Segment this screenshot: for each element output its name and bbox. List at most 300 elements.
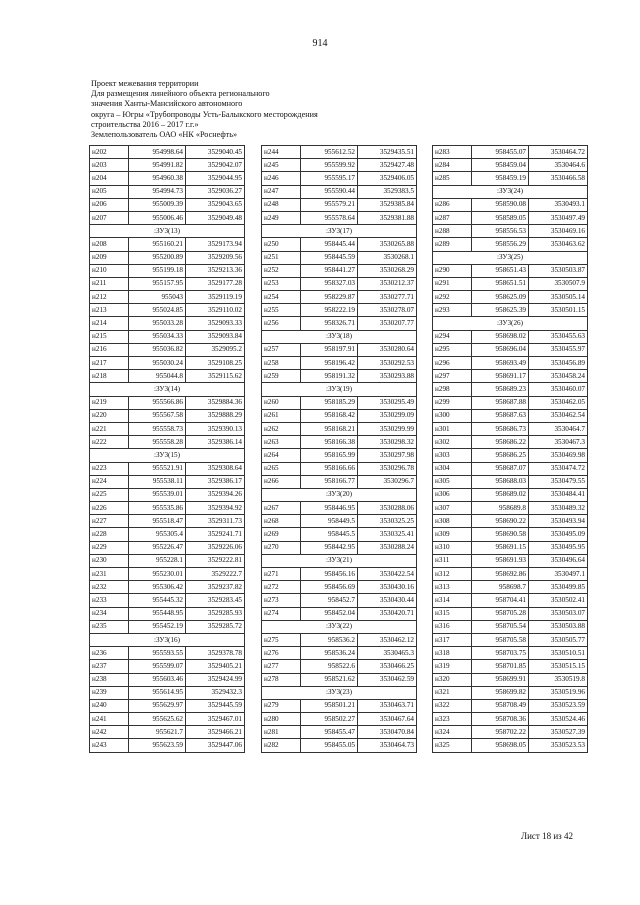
x-coordinate: 955024.85 (129, 304, 186, 317)
x-coordinate: 958701.85 (472, 660, 529, 673)
coordinates-table-2 (261, 145, 417, 753)
x-coordinate: 955044.8 (129, 370, 186, 383)
y-coordinate: 3529119.19 (186, 291, 245, 304)
point-id: н234 (90, 607, 129, 620)
point-id: н299 (433, 396, 472, 409)
y-coordinate: 3529040.45 (186, 146, 245, 159)
x-coordinate: 958691.15 (472, 541, 529, 554)
table-row (262, 713, 417, 726)
y-coordinate: 3530462.59 (358, 673, 417, 686)
x-coordinate: 958625.39 (472, 304, 529, 317)
table-row (262, 462, 417, 475)
y-coordinate: 3530464.72 (529, 146, 588, 159)
y-coordinate: 3530466.25 (358, 660, 417, 673)
point-id: н307 (433, 502, 472, 515)
y-coordinate: 3529383.5 (358, 185, 417, 198)
section-label: :ЗУ3(23) (262, 686, 417, 699)
y-coordinate: 3530296.78 (358, 462, 417, 475)
point-id: н254 (262, 291, 301, 304)
y-coordinate: 3529466.21 (186, 726, 245, 739)
point-id: н293 (433, 304, 472, 317)
y-coordinate: 3530292.53 (358, 357, 417, 370)
point-id: н248 (262, 198, 301, 211)
x-coordinate: 955448.95 (129, 607, 186, 620)
point-id: н319 (433, 660, 472, 673)
point-id: н244 (262, 146, 301, 159)
x-coordinate: 958698.02 (472, 330, 529, 343)
x-coordinate: 955521.91 (129, 462, 186, 475)
y-coordinate: 3530465.3 (358, 647, 417, 660)
point-id: н205 (90, 185, 129, 198)
section-row (433, 185, 588, 198)
x-coordinate: 958452.7 (301, 594, 358, 607)
y-coordinate: 3530430.16 (358, 581, 417, 594)
header-line: Землепользователь ОАО «НК «Роснефть» (91, 130, 238, 140)
point-id: н225 (90, 488, 129, 501)
x-coordinate: 955614.95 (129, 686, 186, 699)
point-id: н271 (262, 568, 301, 581)
point-id: н275 (262, 633, 301, 646)
point-id: н277 (262, 660, 301, 673)
table-row (262, 291, 417, 304)
table-row (90, 581, 245, 594)
y-coordinate: 3530462.54 (529, 409, 588, 422)
x-coordinate: 958692.86 (472, 568, 529, 581)
table-row (433, 713, 588, 726)
point-id: н223 (90, 462, 129, 475)
x-coordinate: 958691.17 (472, 370, 529, 383)
point-id: н236 (90, 647, 129, 660)
table-row (433, 238, 588, 251)
x-coordinate: 955593.55 (129, 647, 186, 660)
table-row (262, 396, 417, 409)
point-id: н264 (262, 449, 301, 462)
section-label: :ЗУ3(22) (262, 620, 417, 633)
table-row (433, 488, 588, 501)
y-coordinate: 3529222.81 (186, 554, 245, 567)
x-coordinate: 958449.5 (301, 515, 358, 528)
point-id: н303 (433, 449, 472, 462)
point-id: н242 (90, 726, 129, 739)
table-row (262, 422, 417, 435)
table-row (90, 686, 245, 699)
x-coordinate: 958686.25 (472, 449, 529, 462)
section-label: :ЗУ3(21) (262, 554, 417, 567)
point-id: н257 (262, 343, 301, 356)
table-row (433, 370, 588, 383)
table-row (433, 462, 588, 475)
y-coordinate: 3529213.36 (186, 264, 245, 277)
x-coordinate: 955518.47 (129, 515, 186, 528)
table-row (90, 185, 245, 198)
x-coordinate: 958651.43 (472, 264, 529, 277)
table-row (262, 647, 417, 660)
table-row (90, 528, 245, 541)
point-id: н310 (433, 541, 472, 554)
y-coordinate: 3530288.24 (358, 541, 417, 554)
x-coordinate: 955030.24 (129, 357, 186, 370)
point-id: н318 (433, 647, 472, 660)
table-row (262, 277, 417, 290)
point-id: н256 (262, 317, 301, 330)
section-row (262, 383, 417, 396)
y-coordinate: 3530503.07 (529, 607, 588, 620)
y-coordinate: 3529445.59 (186, 699, 245, 712)
point-id: н222 (90, 436, 129, 449)
y-coordinate: 3529036.27 (186, 185, 245, 198)
x-coordinate: 958693.49 (472, 357, 529, 370)
y-coordinate: 3530295.49 (358, 396, 417, 409)
x-coordinate: 955595.17 (301, 172, 358, 185)
y-coordinate: 3530456.89 (529, 357, 588, 370)
table-row (90, 146, 245, 159)
y-coordinate: 3529177.28 (186, 277, 245, 290)
y-coordinate: 3530464.6 (529, 159, 588, 172)
x-coordinate: 955539.01 (129, 488, 186, 501)
y-coordinate: 3530458.24 (529, 370, 588, 383)
table-row (262, 238, 417, 251)
x-coordinate: 958688.03 (472, 475, 529, 488)
table-row (262, 607, 417, 620)
y-coordinate: 3530460.07 (529, 383, 588, 396)
point-id: н296 (433, 357, 472, 370)
y-coordinate: 3530484.41 (529, 488, 588, 501)
point-id: н301 (433, 422, 472, 435)
point-id: н316 (433, 620, 472, 633)
x-coordinate: 958625.09 (472, 291, 529, 304)
y-coordinate: 3529115.62 (186, 370, 245, 383)
point-id: н217 (90, 357, 129, 370)
table-row (262, 264, 417, 277)
point-id: н317 (433, 633, 472, 646)
x-coordinate: 954960.38 (129, 172, 186, 185)
x-coordinate: 955452.19 (129, 620, 186, 633)
x-coordinate: 955538.11 (129, 475, 186, 488)
y-coordinate: 3529394.26 (186, 488, 245, 501)
y-coordinate: 3529385.84 (358, 198, 417, 211)
point-id: н305 (433, 475, 472, 488)
table-row (90, 211, 245, 224)
point-id: н278 (262, 673, 301, 686)
point-id: н323 (433, 713, 472, 726)
y-coordinate: 3530469.16 (529, 225, 588, 238)
point-id: н312 (433, 568, 472, 581)
y-coordinate: 3530503.87 (529, 264, 588, 277)
table-row (433, 159, 588, 172)
y-coordinate: 3530507.9 (529, 277, 588, 290)
y-coordinate: 3530524.46 (529, 713, 588, 726)
table-row (433, 607, 588, 620)
x-coordinate: 955230.01 (129, 568, 186, 581)
x-coordinate: 955043 (129, 291, 186, 304)
x-coordinate: 955578.64 (301, 211, 358, 224)
table-row (433, 541, 588, 554)
x-coordinate: 955305.4 (129, 528, 186, 541)
table-row (433, 172, 588, 185)
point-id: н268 (262, 515, 301, 528)
y-coordinate: 3530502.41 (529, 594, 588, 607)
x-coordinate: 955567.58 (129, 409, 186, 422)
point-id: н210 (90, 264, 129, 277)
y-coordinate: 3530503.88 (529, 620, 588, 633)
point-id: н204 (90, 172, 129, 185)
y-coordinate: 3530278.07 (358, 304, 417, 317)
table-row (90, 594, 245, 607)
y-coordinate: 3529226.06 (186, 541, 245, 554)
y-coordinate: 3529386.14 (186, 436, 245, 449)
table-row (90, 488, 245, 501)
x-coordinate: 955160.21 (129, 238, 186, 251)
x-coordinate: 958502.27 (301, 713, 358, 726)
table-row (90, 343, 245, 356)
x-coordinate: 958705.54 (472, 620, 529, 633)
header-line: Для размещения линейного объекта регионального (91, 89, 270, 99)
x-coordinate: 958702.22 (472, 726, 529, 739)
table-row (262, 541, 417, 554)
table-row (90, 647, 245, 660)
section-label: :ЗУ3(19) (262, 383, 417, 396)
y-coordinate: 3530505.14 (529, 291, 588, 304)
table-row (90, 317, 245, 330)
x-coordinate: 958521.62 (301, 673, 358, 686)
x-coordinate: 958691.93 (472, 554, 529, 567)
point-id: н304 (433, 462, 472, 475)
point-id: н208 (90, 238, 129, 251)
section-label: :ЗУ3(13) (90, 225, 245, 238)
y-coordinate: 3530493.94 (529, 515, 588, 528)
y-coordinate: 3530288.06 (358, 502, 417, 515)
x-coordinate: 958708.49 (472, 699, 529, 712)
y-coordinate: 3530207.77 (358, 317, 417, 330)
point-id: н282 (262, 739, 301, 752)
x-coordinate: 958696.04 (472, 343, 529, 356)
table-row (90, 291, 245, 304)
x-coordinate: 958556.29 (472, 238, 529, 251)
point-id: н251 (262, 251, 301, 264)
y-coordinate: 3529044.95 (186, 172, 245, 185)
point-id: н270 (262, 541, 301, 554)
x-coordinate: 958445.59 (301, 251, 358, 264)
point-id: н207 (90, 211, 129, 224)
x-coordinate: 958168.42 (301, 409, 358, 422)
x-coordinate: 958165.99 (301, 449, 358, 462)
y-coordinate: 3530298.32 (358, 436, 417, 449)
point-id: н228 (90, 528, 129, 541)
x-coordinate: 958698.05 (472, 739, 529, 752)
point-id: н237 (90, 660, 129, 673)
section-row (90, 449, 245, 462)
point-id: н297 (433, 370, 472, 383)
x-coordinate: 955157.95 (129, 277, 186, 290)
table-row (90, 475, 245, 488)
point-id: н267 (262, 502, 301, 515)
table-row (262, 633, 417, 646)
y-coordinate: 3530474.72 (529, 462, 588, 475)
x-coordinate: 958166.38 (301, 436, 358, 449)
table-row (433, 554, 588, 567)
point-id: н246 (262, 172, 301, 185)
point-id: н243 (90, 739, 129, 752)
point-id: н274 (262, 607, 301, 620)
x-coordinate: 955306.42 (129, 581, 186, 594)
point-id: н308 (433, 515, 472, 528)
point-id: н286 (433, 198, 472, 211)
point-id: н226 (90, 502, 129, 515)
section-label: :ЗУ3(25) (433, 251, 588, 264)
section-label: :ЗУ3(20) (262, 488, 417, 501)
section-row (262, 330, 417, 343)
point-id: н258 (262, 357, 301, 370)
table-row (433, 409, 588, 422)
point-id: н320 (433, 673, 472, 686)
point-id: н306 (433, 488, 472, 501)
table-row (433, 620, 588, 633)
y-coordinate: 3530495.95 (529, 541, 588, 554)
y-coordinate: 3529405.21 (186, 660, 245, 673)
table-row (90, 304, 245, 317)
x-coordinate: 955590.44 (301, 185, 358, 198)
point-id: н213 (90, 304, 129, 317)
point-id: н292 (433, 291, 472, 304)
point-id: н298 (433, 383, 472, 396)
x-coordinate: 955535.86 (129, 502, 186, 515)
x-coordinate: 958441.27 (301, 264, 358, 277)
table-row (433, 739, 588, 752)
x-coordinate: 958456.16 (301, 568, 358, 581)
point-id: н245 (262, 159, 301, 172)
table-row (262, 673, 417, 686)
x-coordinate: 954998.64 (129, 146, 186, 159)
y-coordinate: 3529406.05 (358, 172, 417, 185)
y-coordinate: 3529173.94 (186, 238, 245, 251)
table-row (90, 541, 245, 554)
y-coordinate: 3530497.49 (529, 211, 588, 224)
x-coordinate: 955226.47 (129, 541, 186, 554)
table-row (262, 436, 417, 449)
point-id: н241 (90, 713, 129, 726)
y-coordinate: 3530501.15 (529, 304, 588, 317)
x-coordinate: 958455.07 (472, 146, 529, 159)
point-id: н263 (262, 436, 301, 449)
x-coordinate: 955009.39 (129, 198, 186, 211)
y-coordinate: 3530499.85 (529, 581, 588, 594)
table-row (90, 422, 245, 435)
point-id: н288 (433, 225, 472, 238)
section-row (433, 251, 588, 264)
x-coordinate: 958698.7 (472, 581, 529, 594)
point-id: н283 (433, 146, 472, 159)
table-row (433, 357, 588, 370)
x-coordinate: 958686.22 (472, 436, 529, 449)
x-coordinate: 958690.58 (472, 528, 529, 541)
x-coordinate: 958590.08 (472, 198, 529, 211)
table-row (433, 568, 588, 581)
x-coordinate: 955621.7 (129, 726, 186, 739)
point-id: н224 (90, 475, 129, 488)
x-coordinate: 958689.23 (472, 383, 529, 396)
x-coordinate: 955228.1 (129, 554, 186, 567)
point-id: н289 (433, 238, 472, 251)
point-id: н273 (262, 594, 301, 607)
x-coordinate: 958185.29 (301, 396, 358, 409)
point-id: н253 (262, 277, 301, 290)
table-row (433, 277, 588, 290)
y-coordinate: 3529311.73 (186, 515, 245, 528)
table-row (433, 396, 588, 409)
y-coordinate: 3530212.37 (358, 277, 417, 290)
table-row (262, 568, 417, 581)
table-row (90, 330, 245, 343)
table-row (262, 317, 417, 330)
x-coordinate: 955199.18 (129, 264, 186, 277)
table-row (262, 502, 417, 515)
sheet-counter: Лист 18 из 42 (521, 831, 573, 841)
table-row (90, 620, 245, 633)
y-coordinate: 3530299.09 (358, 409, 417, 422)
y-coordinate: 3530299.99 (358, 422, 417, 435)
section-label: :ЗУ3(15) (90, 449, 245, 462)
y-coordinate: 3530325.25 (358, 515, 417, 528)
y-coordinate: 3530515.15 (529, 660, 588, 673)
y-coordinate: 3529378.78 (186, 647, 245, 660)
x-coordinate: 958522.6 (301, 660, 358, 673)
header-line: Проект межевания территории (91, 79, 199, 88)
x-coordinate: 958197.91 (301, 343, 358, 356)
y-coordinate: 3530293.88 (358, 370, 417, 383)
y-coordinate: 3530277.71 (358, 291, 417, 304)
y-coordinate: 3530469.98 (529, 449, 588, 462)
table-row (90, 502, 245, 515)
section-row (433, 317, 588, 330)
y-coordinate: 3530325.41 (358, 528, 417, 541)
point-id: н232 (90, 581, 129, 594)
y-coordinate: 3530519.96 (529, 686, 588, 699)
x-coordinate: 955599.07 (129, 660, 186, 673)
table-row (433, 502, 588, 515)
table-row (262, 357, 417, 370)
point-id: н206 (90, 198, 129, 211)
point-id: н229 (90, 541, 129, 554)
y-coordinate: 3529042.07 (186, 159, 245, 172)
y-coordinate: 3530467.3 (529, 436, 588, 449)
table-row (262, 172, 417, 185)
y-coordinate: 3530463.62 (529, 238, 588, 251)
y-coordinate: 3530265.88 (358, 238, 417, 251)
table-row (262, 343, 417, 356)
y-coordinate: 3529888.29 (186, 409, 245, 422)
section-label: :ЗУ3(26) (433, 317, 588, 330)
y-coordinate: 3529432.3 (186, 686, 245, 699)
page-number: 914 (312, 38, 328, 49)
point-id: н266 (262, 475, 301, 488)
section-label: :ЗУ3(18) (262, 330, 417, 343)
y-coordinate: 3529209.56 (186, 251, 245, 264)
x-coordinate: 958459.04 (472, 159, 529, 172)
y-coordinate: 3529435.51 (358, 146, 417, 159)
table-row (90, 172, 245, 185)
x-coordinate: 955445.32 (129, 594, 186, 607)
y-coordinate: 3530505.77 (529, 633, 588, 646)
y-coordinate: 3530464.7 (529, 422, 588, 435)
y-coordinate: 3529285.72 (186, 620, 245, 633)
table-row (90, 554, 245, 567)
table-row (433, 726, 588, 739)
x-coordinate: 958166.66 (301, 462, 358, 475)
x-coordinate: 955629.97 (129, 699, 186, 712)
table-row (262, 198, 417, 211)
point-id: н260 (262, 396, 301, 409)
table-row (433, 146, 588, 159)
